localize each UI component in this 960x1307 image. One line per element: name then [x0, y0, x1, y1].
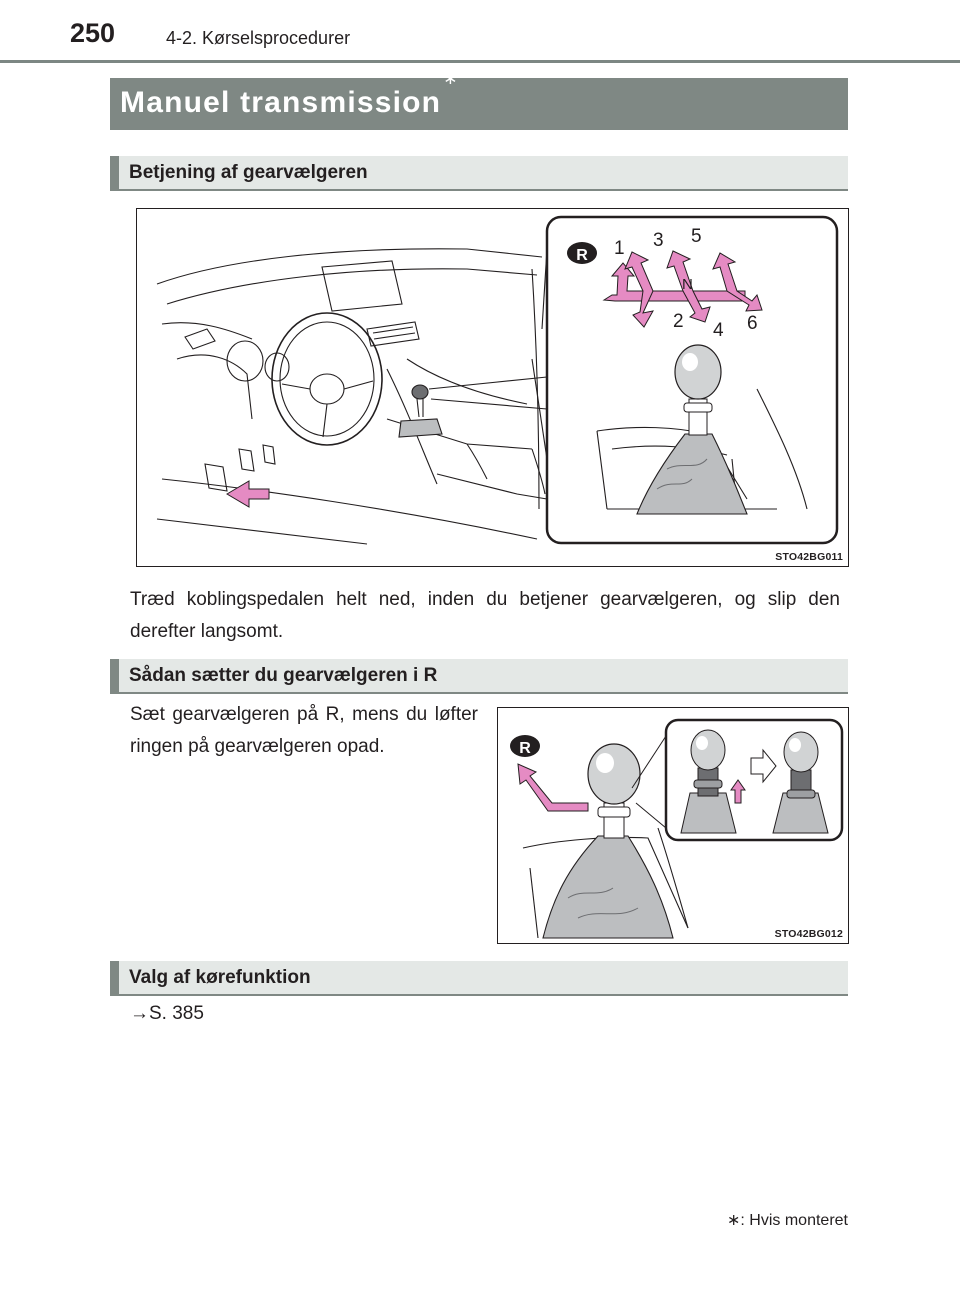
clutch-instruction-text: Træd koblingspedalen helt ned, inden du betjener gearvælgeren, og slip den derefter langsomt.	[130, 589, 840, 642]
section-heading-label: Sådan sætter du gearvælgeren i R	[129, 665, 438, 686]
section-heading-reverse	[110, 659, 848, 694]
section-heading-label: Betjening af gearvælgeren	[129, 162, 368, 183]
section-heading-label: Valg af kørefunktion	[129, 967, 311, 988]
heading-marker	[110, 961, 119, 994]
page-number: 250	[70, 18, 116, 48]
figure-code: STO42BG011	[775, 551, 843, 563]
shift-label-n: N	[682, 276, 693, 293]
main-title-bar	[110, 69, 848, 130]
shift-label-3: 3	[653, 230, 664, 251]
figure-cockpit-shift-pattern	[136, 208, 849, 567]
header-divider	[0, 60, 960, 63]
shift-label-2: 2	[673, 311, 684, 332]
reverse-instruction-text: Sæt gearvælgeren på R, mens du løfter ringen på gearvælgeren opad.	[130, 704, 478, 757]
figure-reverse-shift	[497, 707, 849, 944]
footnote-text: : Hvis monteret	[740, 1212, 848, 1229]
heading-marker	[110, 659, 119, 692]
heading-marker	[110, 156, 119, 189]
page-reference-text: S. 385	[149, 1003, 204, 1024]
section-heading-drive-mode	[110, 961, 848, 996]
main-title: Manuel transmission	[120, 86, 442, 119]
shift-label-r: R	[519, 740, 531, 757]
footnote-asterisk: ∗	[727, 1212, 741, 1229]
title-asterisk: ∗	[443, 69, 458, 88]
footnote	[727, 1210, 848, 1230]
reverse-shift-illustration	[498, 708, 848, 943]
shift-label-6: 6	[747, 313, 758, 334]
shift-label-4: 4	[713, 320, 724, 341]
clutch-arrow-icon	[227, 481, 269, 507]
shift-label-5: 5	[691, 226, 702, 247]
shift-label-r: R	[576, 247, 588, 264]
page-reference[interactable]	[130, 1003, 204, 1025]
arrow-right-icon: →	[130, 1003, 149, 1024]
section-heading-operation	[110, 156, 848, 191]
cockpit-illustration	[137, 209, 848, 566]
shift-label-1: 1	[614, 238, 625, 259]
reverse-arrow-icon	[518, 764, 588, 811]
chapter-title: 4-2. Kørselsprocedurer	[166, 28, 351, 48]
figure-code: STO42BG012	[774, 928, 843, 940]
